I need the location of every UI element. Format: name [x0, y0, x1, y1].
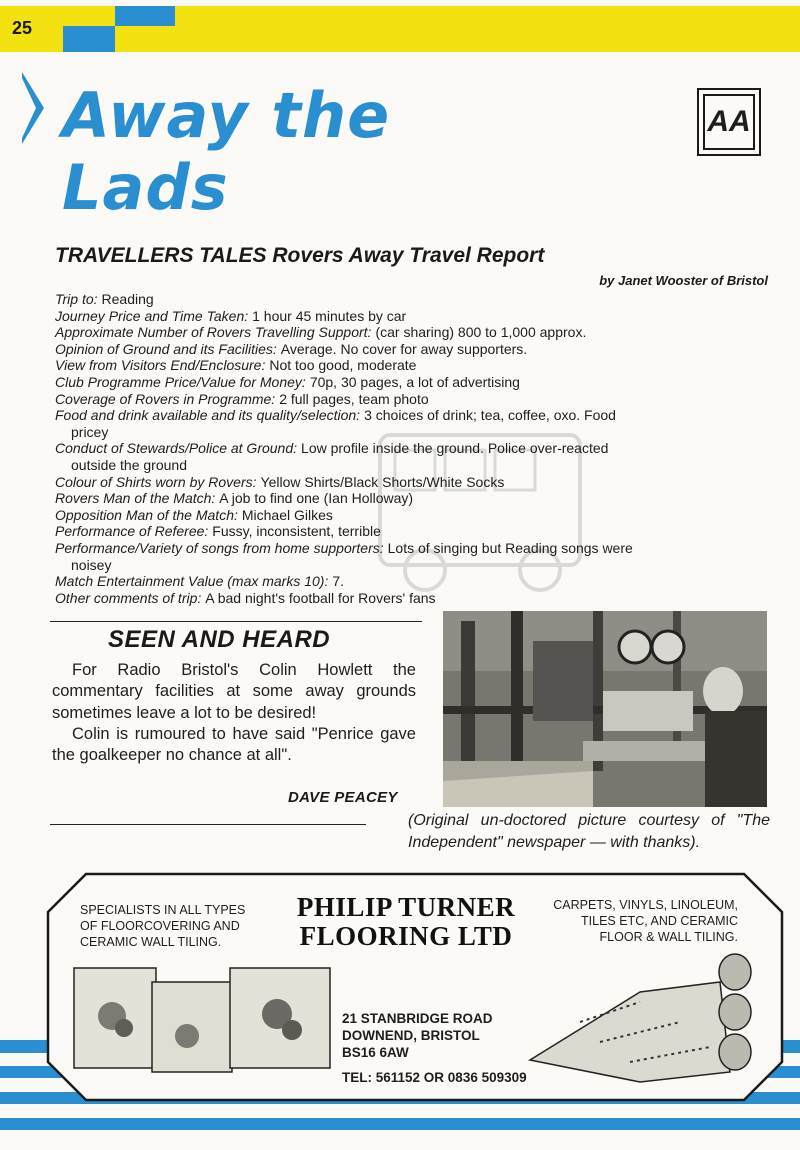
- report-item: [55, 308, 770, 325]
- report-question: Performance/Variety of songs from home supporters:: [55, 539, 384, 556]
- report-item: [55, 573, 770, 590]
- section-body: [52, 660, 416, 766]
- advert-right-text: [530, 897, 738, 945]
- header-blue-block: [115, 6, 175, 26]
- photo-caption: (Original un-doctored picture courtesy of "The Independent" newspaper — with thanks).: [408, 812, 770, 851]
- paragraph: For Radio Bristol's Colin Howlett the commentary facilities at some away grounds sometimes leave a lot to be desired!: [52, 661, 416, 722]
- divider: [50, 824, 366, 825]
- report-answer: 7.: [332, 573, 345, 590]
- report-answer: 3 choices of drink; tea, coffee, oxo. Food: [364, 407, 616, 424]
- divider: [50, 621, 422, 622]
- report-item: [55, 291, 770, 308]
- report-item: [55, 590, 770, 607]
- report-answer: A bad night's football for Rovers' fans: [205, 589, 436, 606]
- ceramic-tiles-illustration: [72, 966, 334, 1074]
- report-answer: Michael Gilkes: [241, 506, 333, 523]
- paragraph: Colin is rumoured to have said "Penrice gave the goalkeeper no chance at all".: [52, 724, 416, 765]
- report-item: [55, 540, 770, 573]
- report-answer-continued: noisey: [71, 556, 112, 573]
- report-answer: 1 hour 45 minutes by car: [252, 307, 407, 324]
- advert-text-line: TILES ETC, AND CERAMIC: [581, 914, 738, 928]
- report-question: Food and drink available and its quality/selection:: [55, 407, 361, 424]
- report-question: Match Entertainment Value (max marks 10):: [55, 573, 329, 590]
- report-title: TRAVELLERS TALES Rovers Away Travel Report: [55, 244, 545, 267]
- report-answer: Reading: [101, 291, 154, 307]
- section-title: SEEN AND HEARD: [108, 626, 331, 653]
- report-answer: Low profile inside the ground. Police over-reacted: [301, 440, 609, 457]
- advert-phone: TEL: 561152 OR 0836 509309: [342, 1070, 527, 1085]
- report-item: [55, 324, 770, 341]
- carpet-rolls-illustration: [520, 952, 756, 1084]
- address-line: DOWNEND, BRISTOL: [342, 1028, 480, 1043]
- report-question: Rovers Man of the Match:: [55, 490, 216, 507]
- advert-text-line: CERAMIC WALL TILING.: [80, 935, 222, 949]
- author-credit: DAVE PEACEY: [288, 789, 398, 806]
- commentary-box-photo: [443, 611, 767, 807]
- stripe: [0, 1118, 800, 1130]
- report-answer: (car sharing) 800 to 1,000 approx.: [375, 324, 587, 341]
- report-body: [55, 291, 770, 606]
- report-item: [55, 440, 770, 473]
- advert-company-name: [290, 893, 522, 951]
- report-question: Opinion of Ground and its Facilities:: [55, 340, 277, 357]
- report-item: [55, 357, 770, 374]
- report-question: Coverage of Rovers in Programme:: [55, 390, 276, 407]
- report-item: [55, 341, 770, 358]
- report-item: [55, 507, 770, 524]
- page-title-line: Lads: [62, 151, 229, 224]
- page-number: 25: [12, 18, 33, 38]
- aa-logo: AA: [703, 94, 755, 150]
- chevron-cutout: [22, 78, 36, 138]
- report-answer: Not too good, moderate: [269, 357, 417, 374]
- report-item: [55, 523, 770, 540]
- report-answer: Yellow Shirts/Black Shorts/White Socks: [260, 473, 505, 490]
- company-name-line: PHILIP TURNER: [296, 892, 516, 922]
- page-title-line: Away the: [62, 79, 391, 152]
- report-item: [55, 374, 770, 391]
- company-name-line: FLOORING LTD: [299, 921, 513, 951]
- report-question: View from Visitors End/Enclosure:: [55, 357, 266, 374]
- report-question: Colour of Shirts worn by Rovers:: [55, 473, 257, 490]
- report-answer-continued: outside the ground: [71, 456, 187, 473]
- report-question: Conduct of Stewards/Police at Ground:: [55, 440, 298, 457]
- report-answer: Lots of singing but Reading songs were: [387, 539, 633, 556]
- address-line: BS16 6AW: [342, 1045, 409, 1060]
- advert-text-line: OF FLOORCOVERING AND: [80, 919, 240, 933]
- report-item: [55, 407, 770, 440]
- report-answer: 70p, 30 pages, a lot of advertising: [309, 373, 520, 390]
- report-answer: A job to find one (Ian Holloway): [219, 490, 414, 507]
- report-question: Opposition Man of the Match:: [55, 506, 238, 523]
- address-line: 21 STANBRIDGE ROAD: [342, 1011, 493, 1026]
- advert-text-line: CARPETS, VINYLS, LINOLEUM,: [553, 898, 738, 912]
- report-question: Performance of Referee:: [55, 523, 209, 540]
- report-answer: Fussy, inconsistent, terrible: [212, 523, 381, 540]
- header-blue-block: [63, 26, 115, 52]
- report-item: [55, 490, 770, 507]
- report-question: Other comments of trip:: [55, 589, 202, 606]
- report-answer: Average. No cover for away supporters.: [280, 340, 528, 357]
- advert-left-text: [80, 902, 245, 950]
- page-title: [62, 80, 390, 224]
- report-byline: by Janet Wooster of Bristol: [599, 273, 768, 288]
- report-question: Journey Price and Time Taken:: [55, 307, 249, 324]
- report-item: [55, 391, 770, 408]
- advert-text-line: FLOOR & WALL TILING.: [599, 930, 738, 944]
- report-answer-continued: pricey: [71, 423, 109, 440]
- advert-address: [342, 1010, 493, 1061]
- report-question: Trip to:: [55, 291, 98, 307]
- report-question: Approximate Number of Rovers Travelling Support:: [55, 324, 372, 341]
- report-item: [55, 474, 770, 491]
- report-answer: 2 full pages, team photo: [279, 390, 429, 407]
- advert-text-line: SPECIALISTS IN ALL TYPES: [80, 903, 246, 917]
- report-question: Club Programme Price/Value for Money:: [55, 373, 306, 390]
